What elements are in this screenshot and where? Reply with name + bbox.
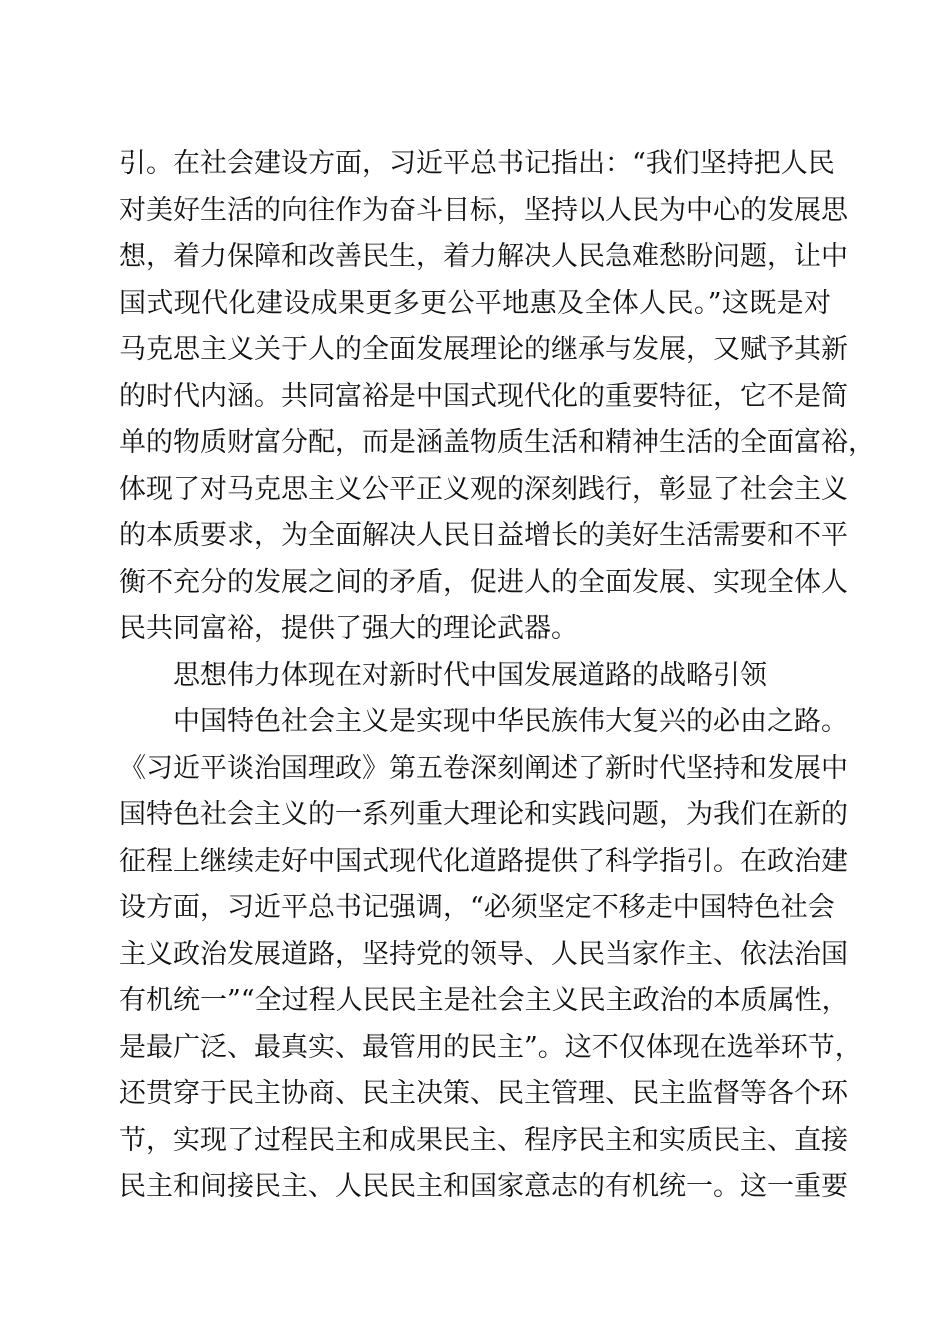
text-line: 《习近平谈治国理政》第五卷深刻阐述了新时代坚持和发展中 xyxy=(119,752,848,784)
text-line: 主义政治发展道路，坚持党的领导、人民当家作主、依法治国 xyxy=(119,938,848,970)
text-line: 单的物质财富分配，而是涵盖物质生活和精神生活的全面富裕， xyxy=(119,427,875,458)
text-line: 的本质要求，为全面解决人民日益增长的美好生活需要和不平 xyxy=(119,520,848,551)
text-line: 衡不充分的发展之间的矛盾，促进人的全面发展、实现全体人 xyxy=(119,566,848,598)
text-line: 征程上继续走好中国式现代化道路提供了科学指引。在政治建 xyxy=(119,845,848,877)
text-line: 对美好生活的向往作为奋斗目标，坚持以人民为中心的发展思 xyxy=(119,194,848,226)
text-line: 国特色社会主义的一系列重大理论和实践问题，为我们在新的 xyxy=(119,799,848,830)
text-line: 引。在社会建设方面，习近平总书记指出：“我们坚持把人民 xyxy=(119,148,835,179)
text-line: 国式现代化建设成果更多更公平地惠及全体人民。”这既是对 xyxy=(119,287,831,319)
body-text xyxy=(119,141,875,1211)
text-line: 是最广泛、最真实、最管用的民主”。这不仅体现在选举环节， xyxy=(119,1031,862,1063)
section-heading: 思想伟力体现在对新时代中国发展道路的战略引领 xyxy=(173,659,767,691)
text-line: 还贯穿于民主协商、民主决策、民主管理、民主监督等各个环 xyxy=(119,1078,848,1109)
text-line: 民共同富裕，提供了强大的理论武器。 xyxy=(119,613,578,644)
text-line: 想，着力保障和改善民生，着力解决人民急难愁盼问题，让中 xyxy=(119,241,848,272)
text-line: 的时代内涵。共同富裕是中国式现代化的重要特征，它不是简 xyxy=(119,380,848,412)
text-line: 有机统一”“全过程人民民主是社会主义民主政治的本质属性， xyxy=(119,985,849,1016)
text-line: 中国特色社会主义是实现中华民族伟大复兴的必由之路。 xyxy=(173,706,848,737)
text-line: 马克思主义关于人的全面发展理论的继承与发展，又赋予其新 xyxy=(119,334,848,365)
text-line: 节，实现了过程民主和成果民主、程序民主和实质民主、直接 xyxy=(119,1124,848,1156)
text-line: 体现了对马克思主义公平正义观的深刻践行，彰显了社会主义 xyxy=(119,473,848,505)
text-line: 设方面，习近平总书记强调，“必须坚定不移走中国特色社会 xyxy=(119,892,835,923)
text-line: 民主和间接民主、人民民主和国家意志的有机统一。这一重要 xyxy=(119,1171,848,1202)
